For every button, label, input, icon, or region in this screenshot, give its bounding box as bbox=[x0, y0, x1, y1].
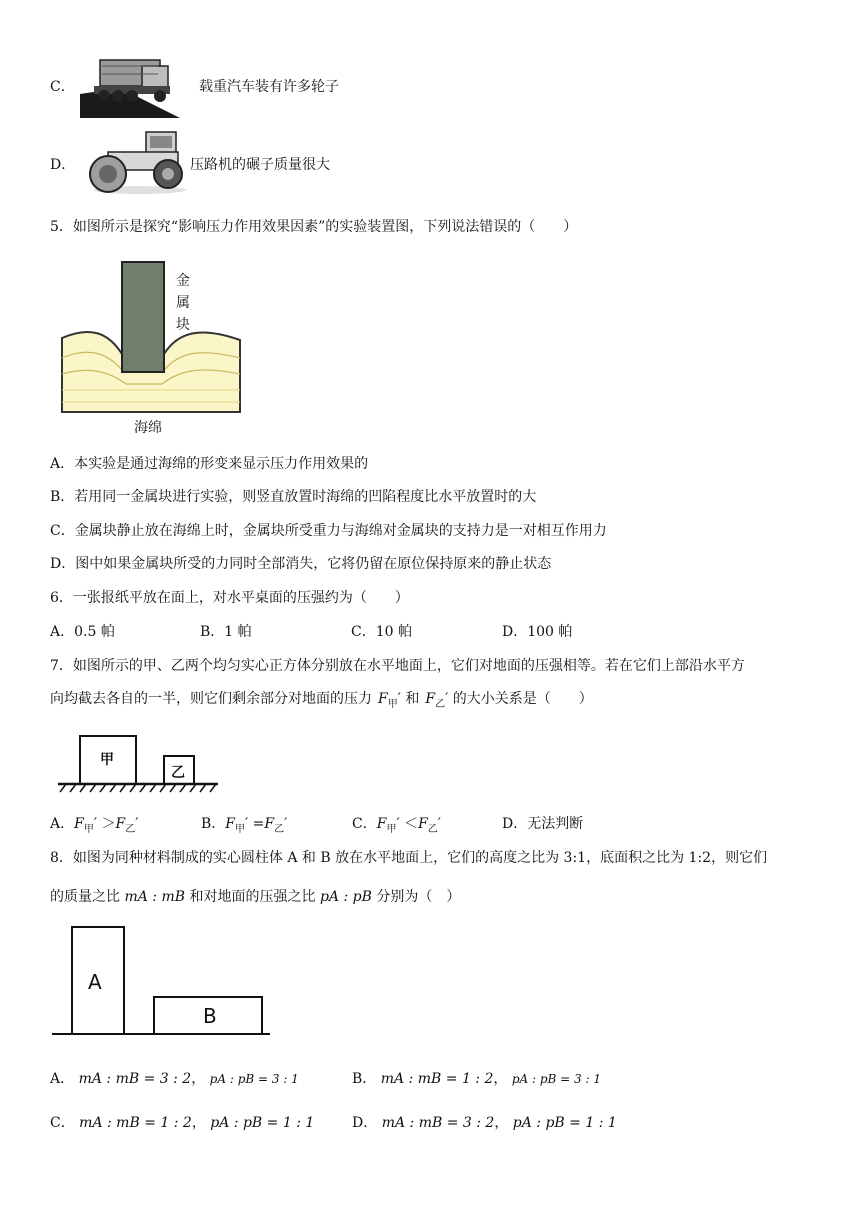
q6-stem: 6．一张报纸平放在面上，对水平桌面的压强约为（ ） bbox=[50, 590, 409, 606]
q4-option-c-letter: C． bbox=[50, 79, 75, 95]
q8-stem-ratio-p: pA : pB bbox=[319, 889, 372, 905]
cylinders-ab-figure bbox=[52, 924, 272, 1036]
q6-option-c: C．10 帕 bbox=[351, 624, 412, 640]
q6-option-b: B．1 帕 bbox=[200, 624, 252, 640]
q7-option-a-p1: ′ bbox=[93, 816, 98, 832]
q7-option-b-s2: 乙 bbox=[274, 823, 285, 835]
q7-label-yi: 乙 bbox=[171, 765, 185, 781]
q8-stem-line2 bbox=[50, 887, 460, 907]
q7-option-b-f1: F bbox=[225, 816, 236, 832]
q7-option-c bbox=[352, 814, 441, 840]
q8-option-b-mass-ratio: mA : mB = 1 : 2 bbox=[380, 1071, 494, 1087]
q4-option-d-letter: D． bbox=[50, 157, 76, 173]
q5-label-block-2: 属 bbox=[176, 295, 190, 311]
q7-option-b-letter: B． bbox=[201, 816, 226, 832]
q7-option-b-s1: 甲 bbox=[235, 823, 246, 835]
q8-stem-ratio-m: mA : mB bbox=[124, 889, 186, 905]
q8-option-c: C． mA : mB = 1 : 2， pA : pB = 1 : 1 bbox=[50, 1115, 315, 1131]
q8-option-a-mass-ratio: mA : mB = 3 : 2 bbox=[78, 1071, 192, 1087]
q5-option-d: D．图中如果金属块所受的力同时全部消失，它将仍留在原位保持原来的静止状态 bbox=[50, 556, 552, 572]
q5-label-sponge: 海绵 bbox=[134, 420, 162, 436]
q8-option-d-letter: D． bbox=[352, 1115, 378, 1131]
q7-option-a-p2: ′ bbox=[135, 816, 139, 832]
q7-option-a-letter: A． bbox=[50, 816, 75, 832]
q5-option-c: C．金属块静止放在海绵上时，金属块所受重力与海绵对金属块的支持力是一对相互作用力 bbox=[50, 523, 607, 539]
q7-stem-line1: 7．如图所示的甲、乙两个均匀实心正方体分别放在水平地面上，它们对地面的压强相等。若在它们上部沿水平方 bbox=[50, 658, 745, 674]
q7-option-a-s2: 乙 bbox=[125, 823, 136, 835]
q7-option-a bbox=[50, 814, 138, 840]
q5-label-block-3: 块 bbox=[176, 317, 190, 333]
q8-stem-line1: 8．如图为同种材料制成的实心圆柱体 A 和 B 放在水平地面上，它们的高度之比为 3:1，底面积之比为 1:2，则它们 bbox=[50, 850, 768, 866]
q7-stem-f-yi: F bbox=[425, 691, 436, 707]
sponge-metal-block-figure bbox=[60, 262, 244, 414]
q7-option-c-s1: 甲 bbox=[386, 823, 397, 835]
q7-stem-sub-jia: 甲 bbox=[387, 698, 398, 710]
q8-option-c-mass-ratio: mA : mB = 1 : 2 bbox=[79, 1115, 192, 1131]
q8-option-a-letter: A． bbox=[50, 1071, 75, 1087]
q5-option-b: B．若用同一金属块进行实验，则竖直放置时海绵的凹陷程度比水平放置时的大 bbox=[50, 489, 537, 505]
q8-option-b-letter: B． bbox=[352, 1071, 377, 1087]
q7-stem-line2 bbox=[50, 689, 593, 715]
q7-option-c-letter: C． bbox=[352, 816, 377, 832]
q6-option-a: A．0.5 帕 bbox=[50, 624, 115, 640]
q7-option-b-f2: F bbox=[264, 816, 275, 832]
q8-stem-text-c: 分别为（ ） bbox=[376, 889, 461, 905]
q8-label-a: A bbox=[88, 970, 102, 994]
q7-option-c-f1: F bbox=[376, 816, 387, 832]
q8-stem-text-b: 和对地面的压强之比 bbox=[189, 889, 316, 905]
q7-label-jia: 甲 bbox=[100, 752, 114, 768]
q5-option-a: A．本实验是通过海绵的形变来显示压力作用效果的 bbox=[50, 456, 369, 472]
dump-truck-icon bbox=[80, 52, 180, 118]
q8-option-a-pressure-ratio: pA : pB = 3 : 1 bbox=[209, 1072, 299, 1086]
q7-option-a-s1: 甲 bbox=[83, 823, 94, 835]
q7-stem-f-jia: F bbox=[378, 691, 388, 707]
q8-option-c-letter: C． bbox=[50, 1115, 75, 1131]
q4-option-c-text: 载重汽车装有许多轮子 bbox=[199, 79, 339, 95]
two-cubes-figure bbox=[58, 730, 220, 800]
q8-stem-text-a: 的质量之比 bbox=[50, 889, 120, 905]
q7-stem-text-g: ′ 的大小关系是（ ） bbox=[445, 691, 593, 707]
q8-option-d: D． mA : mB = 3 : 2， pA : pB = 1 : 1 bbox=[352, 1115, 617, 1131]
q6-option-d: D．100 帕 bbox=[502, 624, 573, 640]
q7-stem-text-a: 向均截去各自的一半，则它们剩余部分对地面的压力 bbox=[50, 691, 372, 707]
q5-stem: 5．如图所示是探究“影响压力作用效果因素”的实验装置图，下列说法错误的（ ） bbox=[50, 219, 578, 235]
q7-option-a-op: ＞ bbox=[97, 816, 116, 832]
q8-label-b: B bbox=[203, 1004, 217, 1028]
q8-option-b-pressure-ratio: pA : pB = 3 : 1 bbox=[511, 1072, 601, 1086]
q8-option-c-pressure-ratio: pA : pB = 1 : 1 bbox=[210, 1115, 315, 1131]
q7-option-b bbox=[201, 814, 287, 840]
q8-option-a: A． mA : mB = 3 : 2， pA : pB = 3 : 1 bbox=[50, 1071, 299, 1087]
q7-option-b-op: = bbox=[248, 816, 265, 832]
q7-option-c-p2: ′ bbox=[437, 816, 441, 832]
q7-option-b-p2: ′ bbox=[284, 816, 288, 832]
q7-option-d: D．无法判断 bbox=[502, 816, 584, 832]
q8-option-b: B． mA : mB = 1 : 2， pA : pB = 3 : 1 bbox=[352, 1071, 601, 1087]
q8-option-d-mass-ratio: mA : mB = 3 : 2 bbox=[381, 1115, 495, 1131]
q7-option-c-f2: F bbox=[418, 816, 428, 832]
road-roller-icon bbox=[84, 128, 188, 194]
q8-option-d-pressure-ratio: pA : pB = 1 : 1 bbox=[512, 1115, 617, 1131]
q5-label-block-1: 金 bbox=[176, 273, 190, 289]
q7-option-a-f1: F bbox=[74, 816, 84, 832]
q4-option-d-text: 压路机的碾子质量很大 bbox=[190, 157, 330, 173]
q7-stem-sub-yi: 乙 bbox=[435, 698, 446, 710]
q7-stem-text-d: ′ 和 bbox=[397, 691, 420, 707]
q7-option-c-op: ＜ bbox=[399, 816, 419, 832]
q7-option-a-f2: F bbox=[115, 816, 126, 832]
q7-option-c-p1: ′ bbox=[396, 816, 400, 832]
q7-option-b-p1: ′ bbox=[245, 816, 249, 832]
q7-option-c-s2: 乙 bbox=[427, 823, 438, 835]
